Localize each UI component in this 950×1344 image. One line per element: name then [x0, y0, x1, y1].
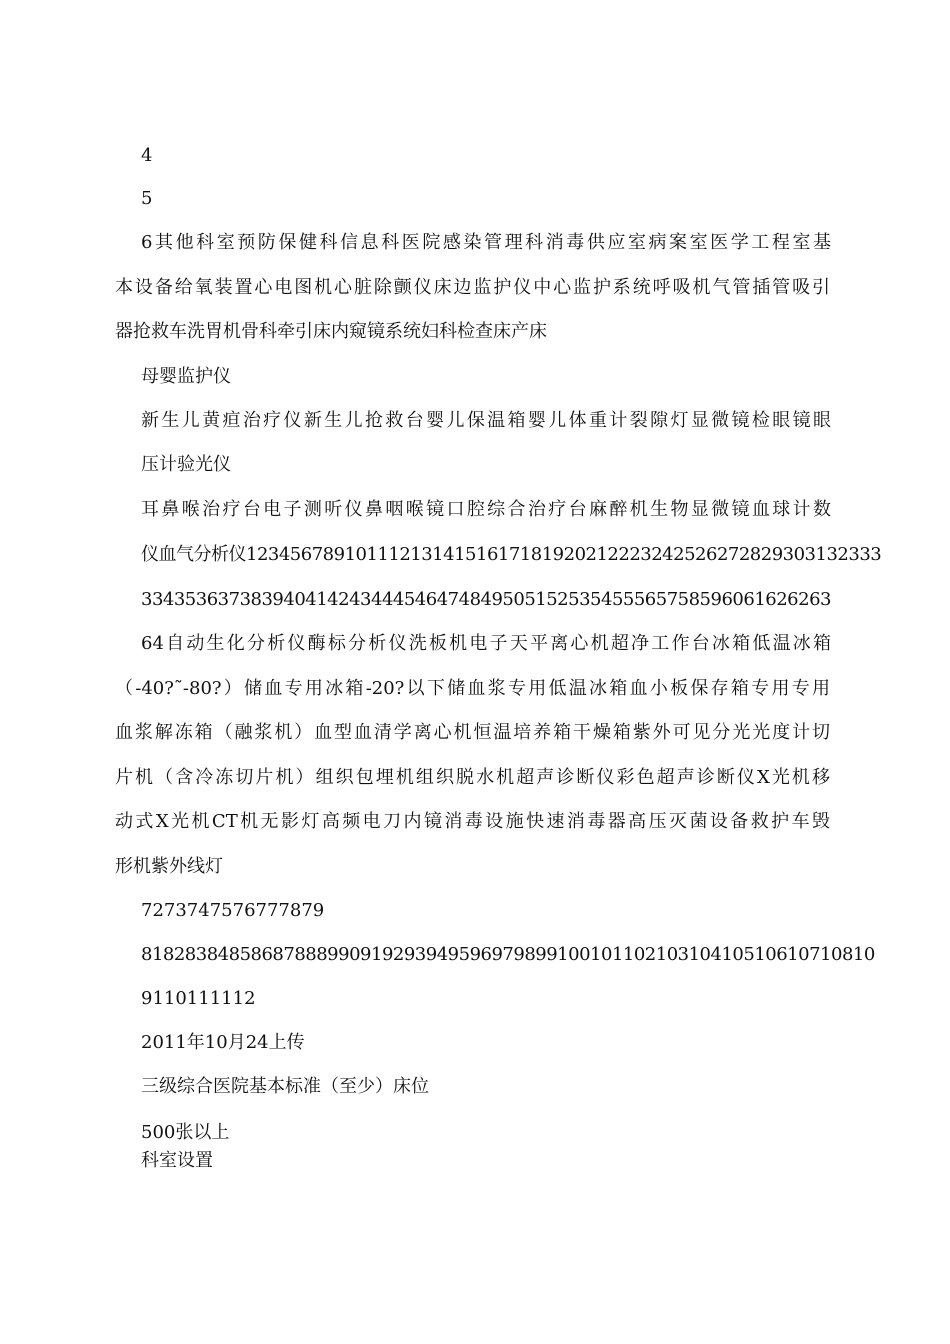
text-line: （-40?˜-80?）储血专用冰箱-20?以下储血浆专用低温冰箱血小板保存箱专用专用 [115, 678, 830, 699]
section-heading: 三级综合医院基本标准（至少）床位 [141, 1076, 429, 1097]
text-line: 本设备给氧装置心电图机心脏除颤仪床边监护仪中心监护系统呼吸机气管插管吸引 [115, 277, 830, 298]
text-line: 新生儿黄疸治疗仪新生儿抢救台婴儿保温箱婴儿体重计裂隙灯显微镜检眼镜眼 [141, 410, 831, 431]
text-line: 耳鼻喉治疗台电子测听仪鼻咽喉镜口腔综合治疗台麻醉机生物显微镜血球计数 [141, 499, 831, 520]
text-line: 64自动生化分析仪酶标分析仪洗板机电子天平离心机超净工作台冰箱低温冰箱 [141, 633, 831, 654]
text-line: 科室设置 [141, 1150, 213, 1171]
text-line: 母婴监护仪 [141, 366, 231, 387]
text-line: 4 [141, 145, 153, 166]
text-line: 6其他科室预防保健科信息科医院感染管理科消毒供应室病案室医学工程室基 [141, 232, 831, 253]
text-line: 片机（含冷冻切片机）组织包埋机组织脱水机超声诊断仪彩色超声诊断仪X光机移 [115, 767, 830, 788]
text-line: 8182838485868788899091929394959697989910010110210310410510610710810 [141, 944, 875, 965]
text-line: 7273747576777879 [141, 900, 325, 921]
text-line: 仪血气分析仪1234567891011121314151617181920212223242526272829303132333 [141, 544, 882, 565]
text-line: 334353637383940414243444546474849505152535455565758596061626263 [141, 589, 831, 610]
text-line: 动式X光机CT机无影灯高频电刀内镜消毒设施快速消毒器高压灭菌设备救护车毁 [115, 811, 830, 832]
text-line: 500张以上 [141, 1122, 230, 1143]
text-line: 形机紫外线灯 [115, 856, 223, 877]
text-line: 血浆解冻箱（融浆机）血型血清学离心机恒温培养箱干燥箱紫外可见分光光度计切 [115, 722, 830, 743]
upload-date: 2011年10月24上传 [141, 1032, 305, 1053]
text-line: 5 [141, 188, 153, 209]
text-line: 9110111112 [141, 988, 256, 1009]
text-line: 器抢救车洗胃机骨科牵引床内窥镜系统妇科检查床产床 [115, 321, 547, 342]
text-line: 压计验光仪 [141, 454, 231, 475]
